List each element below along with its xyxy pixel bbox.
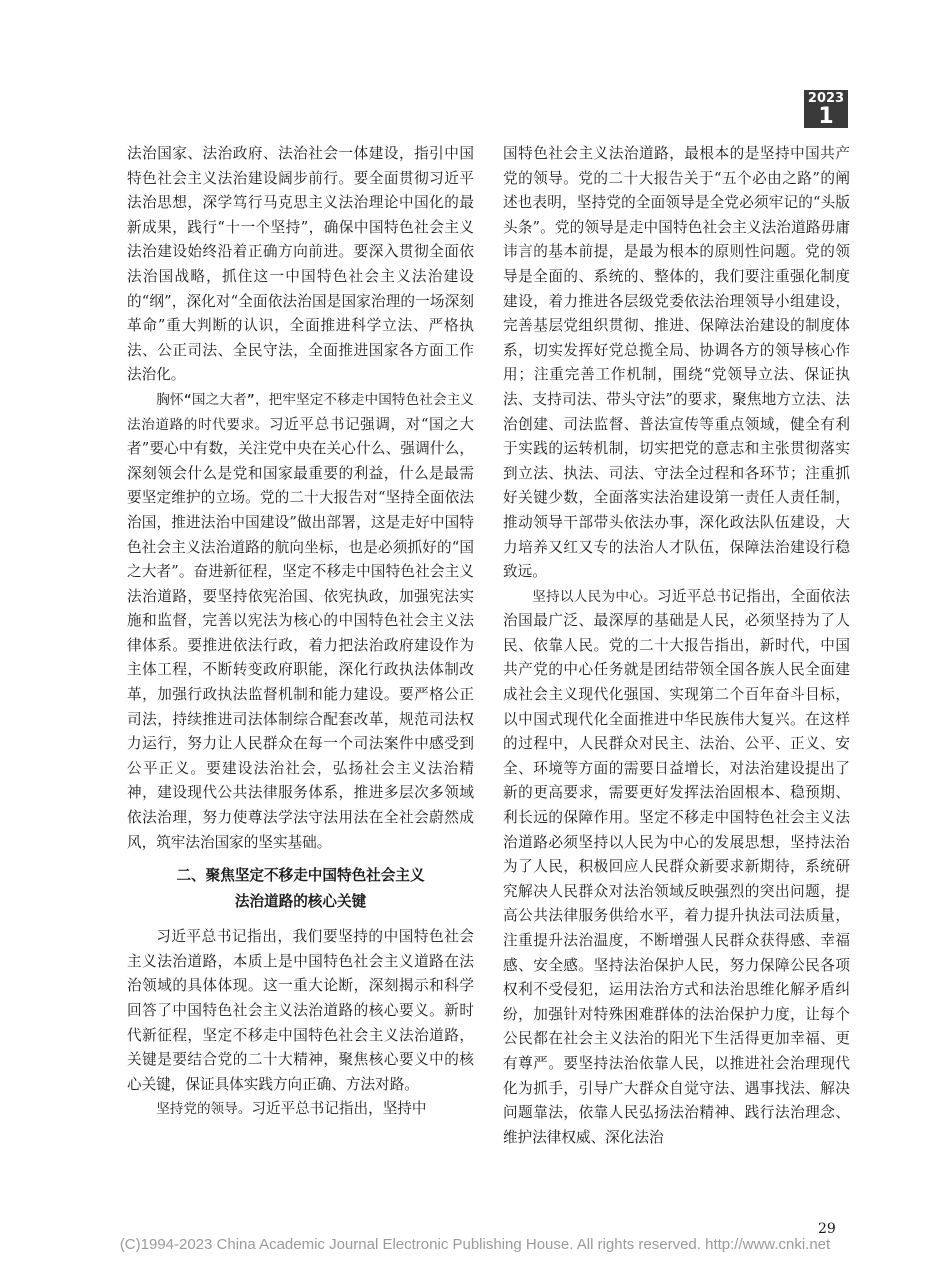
paragraph-lead: 坚持党的领导。 [156,1101,252,1118]
issue-badge [804,90,848,128]
paragraph: 法治国家、法治政府、法治社会一体建设，指引中国特色社会主义法治建设阔步前行。要全面贯彻习近平法治思想，深学笃行马克思主义法治理论中国化的最新成果，践行“十一个坚持”，确保中国特色社会主义法治建设始终沿着正确方向前进。要深入贯彻全面依法治国战略，抓住这一中国特色社会主义法治建设的“纲”，深化对“全面依法治国是国家治理的一场深刻革命”重大判断的认识，全面推进科学立法、严格执法、公正司法、全民守法，全面推进国家各方面工作法治化。 [127,145,474,384]
paragraph [127,1097,474,1122]
section-heading-line2: 法治道路的核心关键 [234,893,367,911]
left-column [127,142,474,1122]
section-heading-line1: 二、聚焦坚定不移走中国特色社会主义 [176,867,425,885]
paragraph-body: 习近平总书记强调，对“国之大者”要心中有数，关注党中央在关心什么、强调什么，深刻领会什么是党和国家最重要的利益，什么是最需要坚定维护的立场。党的二十大报告对“坚持全面依法治国，推进法治中国建设”做出部署，这是走好中国特色社会主义法治道路的航向坐标，也是必须抓好的“国之大者”。奋进新征程，坚定不移走中国特色社会主义法治道路，要坚持依宪治国、依宪执政，加强宪法实施和监督，完善以宪法为核心的中国特色社会主义法律体系。要推进依法行政，着力把法治政府建设作为主体工程，不断转变政府职能，深化行政执法体制改革，加强行政执法监督机制和能力建设。要严格公正司法，持续推进司法体制综合配套改革，规范司法权力运行，努力让人民群众在每一个司法案件中感受到公平正义。要建设法治社会，弘扬社会主义法治精神，建设现代公共法律服务体系，推进多层次多领域依法治理，努力使尊法学法守法用法在全社会蔚然成风，筑牢法治国家的坚实基础。 [127,415,475,851]
paragraph-lead: 坚持以人民为中心。 [532,588,657,605]
paragraph-body: 习近平总书记指出，坚持中 [251,1100,427,1118]
paragraph: 习近平总书记指出，我们要坚持的中国特色社会主义法治道路，本质上是中国特色社会主义道路在法治领域的具体体现。这一重大论断，深刻揭示和科学回答了中国特色社会主义法治道路的核心要义。新时代新征程，坚定不移走中国特色社会主义法治道路，关键是要结合党的二十大精神，聚焦核心要义中的核心关键，保证具体实践方向正确、方法对路。 [127,928,474,1093]
paragraph [503,585,850,1151]
paragraph-lead: 胸怀“国之大者”，把牢坚定不移走中国特色社会主义法治道路的时代要求。 [127,391,474,433]
issue-year: 2023 [807,91,845,106]
section-heading [127,863,474,915]
copyright-footer: (C)1994-2023 China Academic Journal Electronic Publishing House. All rights reserved. http://www.cnki.net [119,1236,831,1253]
issue-number: 1 [818,104,834,129]
paragraph [127,388,474,855]
paragraph-body: 习近平总书记指出，全面依法治国最广泛、最深厚的基础是人民，必须坚持为了人民、依靠人民。党的二十大报告指出，新时代，中国共产党的中心任务就是团结带领全国各族人民全面建成社会主义现代化强国、实现第二个百年奋斗目标，以中国式现代化全面推进中华民族伟大复兴。在这样的过程中，人民群众对民主、法治、公平、正义、安全、环境等方面的需要日益增长，对法治建设提出了新的更高要求，需要更好发挥法治固根本、稳预期、利长远的保障作用。坚定不移走中国特色社会主义法治道路必须坚持以人民为中心的发展思想，坚持法治为了人民，积极回应人民群众新要求新期待，系统研究解决人民群众对法治领域反映强烈的突出问题，提高公共法律服务供给水平，着力提升执法司法质量，注重提升法治温度，不断增强人民群众获得感、幸福感、安全感。坚持法治保护人民，努力保障公民各项权利不受侵犯，运用法治方式和法治思维化解矛盾纠纷，加强针对特殊困难群体的法治保护力度，让每个公民都在社会主义法治的阳光下生活得更加幸福、更有尊严。要坚持法治依靠人民，以推进社会治理现代化为抓手，引导广大群众自觉守法、遇事找法、解决问题靠法，依靠人民弘扬法治精神、践行法治理念、维护法律权威、深化法治 [503,587,850,1146]
page-number: 29 [818,1221,836,1237]
right-column [503,142,850,1150]
paragraph: 国特色社会主义法治道路，最根本的是坚持中国共产党的领导。党的二十大报告关于“五个必由之路”的阐述也表明，坚持党的全面领导是全党必须牢记的“头版头条”。党的领导是走中国特色社会主义法治道路毋庸讳言的基本前提，是最为根本的原则性问题。党的领导是全面的、系统的、整体的，我们要注重强化制度建设，着力推进各层级党委依法治理领导小组建设，完善基层党组织贯彻、推进、保障法治建设的制度体系，切实发挥好党总揽全局、协调各方的领导核心作用；注重完善工作机制，围绕“党领导立法、保证执法、支持司法、带头守法”的要求，聚焦地方立法、法治创建、司法监督、普法宣传等重点领域，健全有利于实践的运转机制，切实把党的意志和主张贯彻落实到立法、执法、司法、守法全过程和各环节；注重抓好关键少数，全面落实法治建设第一责任人责任制，推动领导干部带头依法办事，深化政法队伍建设，大力培养又红又专的法治人才队伍，保障法治建设行稳致远。 [503,145,850,581]
